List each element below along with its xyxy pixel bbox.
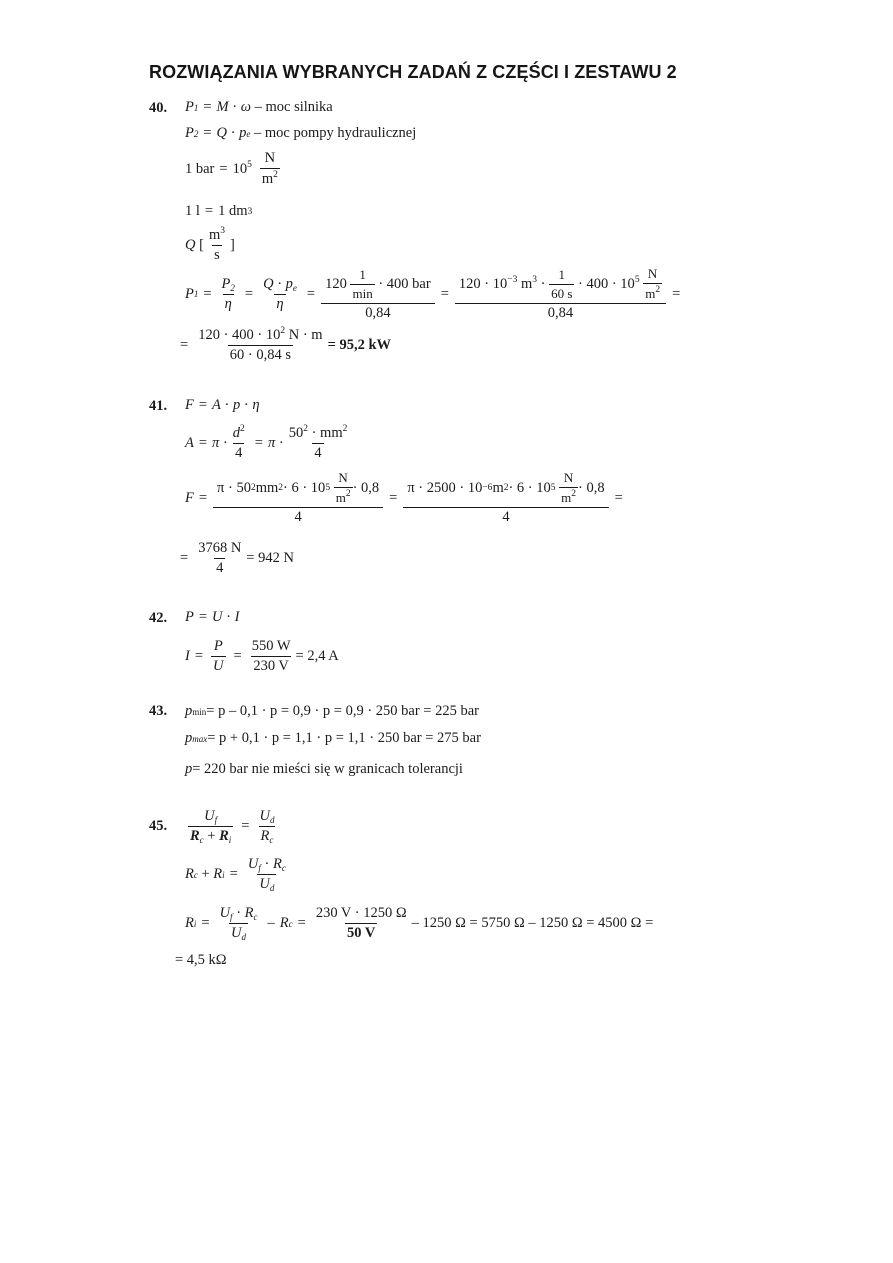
fraction-denominator: 50 V	[347, 925, 376, 941]
result: = 4,5 kΩ	[175, 952, 227, 968]
value: 120 · 400 · 10	[198, 327, 281, 343]
value: π · 2500 · 10	[407, 479, 483, 496]
problem-number: 43.	[149, 703, 168, 719]
fraction-denominator: 0,84	[321, 303, 435, 322]
formula-line: F = A · p · η	[185, 397, 260, 413]
formula-line: F = π · 50 2 mm 2 · 6 · 10 5 $\frac{N}{m^2}$ · 0,8 4 = π · 2500 · 10 −6 m 2 · 6 · 10 5 $\frac{N}{m^2}$ · 0,8 4 =	[185, 470, 623, 525]
unit: dm	[228, 203, 248, 219]
fraction-denominator: 4	[235, 445, 243, 461]
formula-line: p = 220 bar nie mieści się w granicach tolerancji	[185, 761, 463, 777]
formula-line: p max = p + 0,1 · p = 1,1 · p = 1,1 · 250 bar = 275 bar	[185, 730, 481, 746]
formula-line: $\frac{U_f}{R_c + R_i}$ = $\frac{U_d}{R_c}$	[190, 808, 275, 845]
result: = 942 N	[246, 550, 294, 566]
unit: N · m	[285, 327, 323, 343]
unit: N	[647, 266, 658, 281]
result: = 95,2 kW	[327, 336, 392, 353]
value: 1	[359, 266, 366, 282]
formula-line: = $\frac{3768 N}{4}$ = 942 N	[180, 540, 294, 576]
formula-line	[175, 952, 227, 969]
unit: m	[492, 479, 504, 496]
value: · 0,8	[578, 479, 605, 496]
formula-line: P 1 = $\frac{P_2}{\eta}$ = $\frac{Q \cdot p_e}{\eta}$ = 120 $\frac{1}{\min}$ · 400 bar 0,84 = $120 \cdot 10^{-3}$ $m^3$ · $\frac{1}{60 s}$ · $400 \cdot 10^5$ $\frac{N}{m^2}$ 0,84 =	[185, 266, 681, 321]
value: · 6 · 10	[508, 479, 551, 496]
formula-line: P 2 = Q · p e – moc pompy hydraulicznej	[185, 125, 417, 141]
unit: mm	[255, 479, 279, 496]
line-text: – moc silnika	[254, 99, 333, 115]
fraction-denominator: 0,84	[455, 303, 666, 322]
line-text: – 1250 Ω = 5750 Ω – 1250 Ω = 4500 Ω =	[411, 915, 654, 931]
fraction-denominator: s	[214, 247, 220, 263]
line-text: = 220 bar nie mieści się w granicach tolerancji	[192, 761, 463, 777]
problem-number: 45.	[149, 818, 168, 834]
value: · 400 bar	[378, 275, 431, 292]
formula-line: P = U · I	[185, 609, 240, 625]
page-heading: ROZWIĄZANIA WYBRANYCH ZADAŃ Z CZĘŚCI I ZESTAWU 2	[149, 62, 677, 82]
value: π · 50	[217, 479, 251, 496]
fraction-denominator: 230 V	[253, 658, 289, 674]
result: = 2,4 A	[295, 648, 339, 664]
formula-line: = $\frac{120 \cdot 400 \cdot 10^2 N \cdot m}{60 \cdot 0,84 s}$ = 95,2 kW	[180, 326, 392, 363]
fraction-denominator: 4	[216, 560, 224, 576]
fraction-denominator: 4	[403, 507, 608, 526]
formula-line: p min = p – 0,1 · p = 0,9 · p = 0,9 · 250 bar = 225 bar	[185, 703, 479, 719]
fraction-numerator: 3768 N	[198, 540, 242, 556]
line-text: = p + 0,1 · p = 1,1 · p = 1,1 · 250 bar = 275 bar	[207, 730, 481, 746]
fraction-denominator: 60 · 0,84 s	[229, 347, 291, 363]
fraction-numerator: 550 W	[251, 638, 291, 654]
unit: mm	[320, 425, 343, 441]
value: 1	[558, 266, 565, 282]
formula-line: Q [ $\frac{m^3}{s}$ ]	[185, 226, 235, 263]
fraction-denominator: 4	[213, 507, 383, 526]
value: 120	[325, 275, 347, 292]
formula-line: 1 l = 1 dm 3	[185, 203, 253, 219]
formula-line: A = π · $\frac{d^2}{4}$ = π · $\frac{50^2 \cdot mm^2}{4}$	[185, 424, 348, 461]
unit: min	[352, 285, 373, 301]
formula-line: R i = $\frac{U_f \cdot R_c}{U_d}$ – R c = $\frac{230 V \cdot 1250 \Omega}{50 V}$ – 1250 Ω = 5750 Ω – 1250 Ω = 4500 Ω =	[185, 905, 654, 942]
formula-line: 1 bar = $10^5$ $\frac{N}{m^2}$	[185, 150, 278, 187]
problem-number: 41.	[149, 398, 168, 414]
formula-line: I = $\frac{P}{U}$ = $\frac{550 W}{230 V}$ = 2,4 A	[185, 638, 339, 674]
fraction-numerator: 230 V · 1250 Ω	[315, 905, 407, 921]
line-text: – moc pompy hydraulicznej	[254, 125, 417, 141]
line-text: = p – 0,1 · p = 0,9 · p = 0,9 · 250 bar = 225 bar	[206, 703, 479, 719]
value: 50	[288, 425, 304, 441]
formula-line: P 1 = M · ω – moc silnika	[185, 99, 333, 115]
problem-number: 42.	[149, 610, 168, 626]
fraction-denominator: m	[261, 171, 274, 187]
value: · 6 · 10	[283, 479, 326, 496]
fraction-denominator: 4	[314, 445, 322, 461]
unit: l	[195, 203, 200, 219]
problem-number: 40.	[149, 100, 168, 116]
fraction-numerator: N	[264, 150, 276, 166]
unit: 60 s	[551, 285, 573, 301]
value: · 0,8	[352, 479, 380, 496]
formula-line: R c + R i = $\frac{U_f \cdot R_c}{U_d}$	[185, 856, 286, 893]
unit: bar	[195, 160, 215, 177]
